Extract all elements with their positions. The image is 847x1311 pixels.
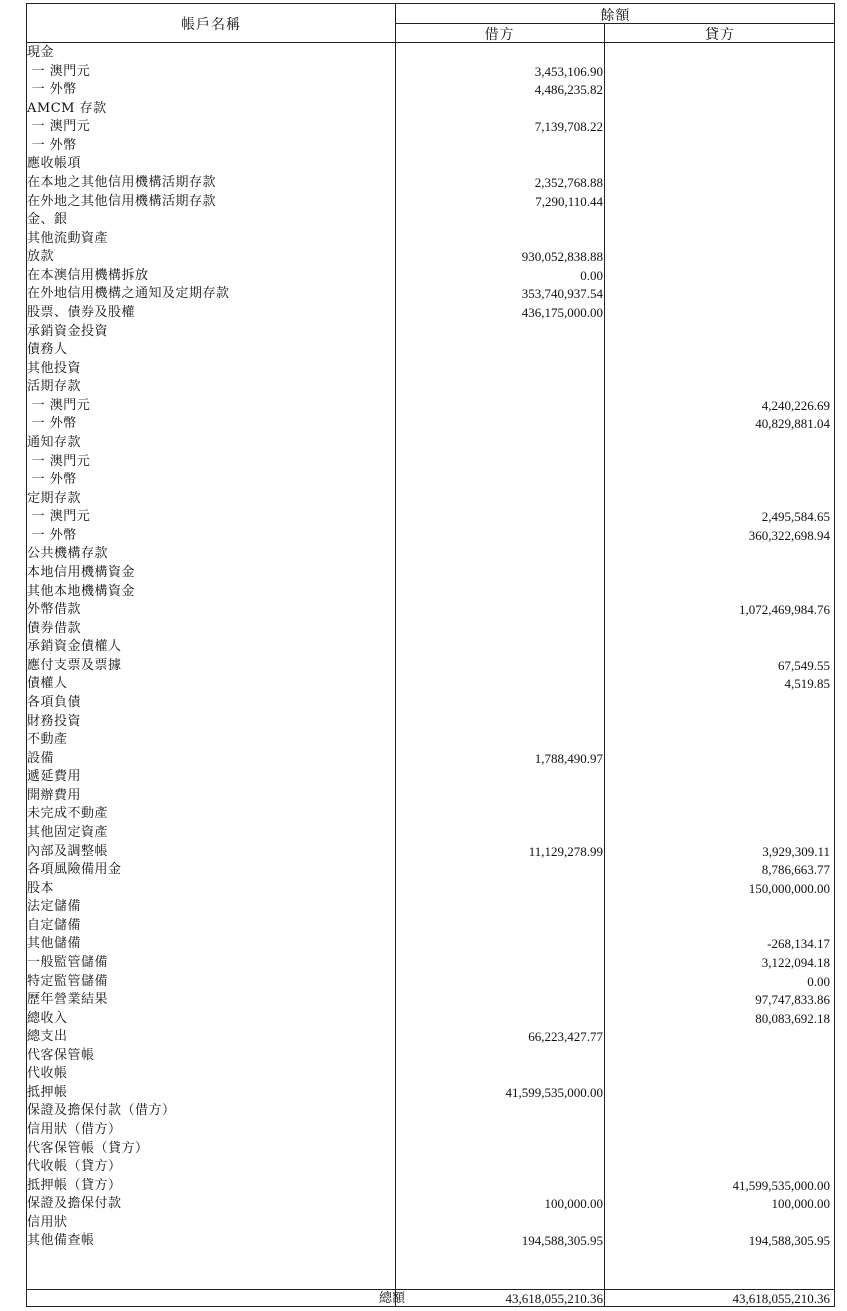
- table-row: [27, 248, 834, 267]
- account-name: 承銷資金投資: [27, 323, 109, 339]
- credit-amount: 40,829,881.04: [755, 416, 830, 432]
- header-debit: 借方: [484, 27, 515, 43]
- account-name: 其他投資: [27, 360, 82, 376]
- table-row: [27, 118, 834, 137]
- credit-amount: 8,786,663.77: [761, 862, 830, 878]
- table-row: [27, 638, 834, 657]
- table-row: [27, 583, 834, 602]
- table-row: [27, 323, 834, 342]
- table-row: [27, 44, 834, 63]
- table-row: [27, 304, 834, 323]
- debit-amount: 930,052,838.88: [521, 249, 603, 265]
- table-row: [27, 545, 834, 564]
- account-name: 一 澳門元: [27, 397, 91, 413]
- table-row: [27, 508, 834, 527]
- table-row: [27, 1047, 834, 1066]
- debit-amount: 41,599,535,000.00: [505, 1084, 603, 1100]
- table-row: [27, 805, 834, 824]
- account-name: 遞延費用: [27, 769, 82, 785]
- account-name: 放款: [27, 249, 55, 265]
- header-balance: 餘額: [600, 8, 631, 24]
- account-name: 歷年營業結果: [27, 992, 109, 1008]
- table-row: [27, 935, 834, 954]
- account-name: 一 澳門元: [27, 63, 91, 79]
- table-row: [27, 471, 834, 490]
- table-row: [27, 601, 834, 620]
- table-row: [27, 1177, 834, 1196]
- table-row: [27, 954, 834, 973]
- table-row: [27, 991, 834, 1010]
- account-name: 在外地信用機構之通知及定期存款: [27, 286, 230, 302]
- account-name: 公共機構存款: [27, 546, 109, 562]
- table-row: [27, 434, 834, 453]
- table-row: [27, 378, 834, 397]
- account-name: 財務投資: [27, 713, 82, 729]
- credit-amount: 360,322,698.94: [748, 527, 830, 543]
- trial-balance-table: [26, 3, 835, 1307]
- total-debit: 43,618,055,210.36: [505, 1291, 603, 1306]
- account-name: 保證及擔保付款（借方）: [27, 1103, 176, 1119]
- table-row: [27, 1102, 834, 1121]
- account-name: 現金: [27, 45, 55, 60]
- account-name: 債權人: [27, 676, 68, 692]
- account-name: 外幣借款: [27, 602, 82, 618]
- account-name: 一 外幣: [27, 472, 77, 488]
- table-row: [27, 415, 834, 434]
- account-name: 設備: [27, 750, 55, 766]
- account-name: 定期存款: [27, 490, 82, 506]
- account-name: 其他儲備: [27, 936, 82, 952]
- credit-amount: 97,747,833.86: [755, 992, 830, 1008]
- table-row: [27, 731, 834, 750]
- table-row: [27, 824, 834, 843]
- account-name: 承銷資金債權人: [27, 639, 122, 655]
- credit-amount: 3,122,094.18: [761, 954, 830, 970]
- account-name: 抵押帳（貸方）: [27, 1177, 122, 1193]
- debit-amount: 7,290,110.44: [535, 193, 603, 209]
- total-label: 總額: [378, 1291, 405, 1306]
- account-name: 法定儲備: [27, 899, 82, 915]
- table-row: [27, 193, 834, 212]
- table-row: [27, 527, 834, 546]
- debit-amount: 3,453,106.90: [534, 63, 603, 79]
- account-name: 不動產: [27, 732, 68, 748]
- credit-amount: 1,072,469,984.76: [739, 602, 830, 618]
- table-row: [27, 155, 834, 174]
- debit-amount: 0.00: [580, 267, 603, 283]
- table-row: [27, 1195, 834, 1214]
- account-name: 股本: [27, 880, 55, 896]
- table-row: [27, 267, 834, 286]
- account-name: 一 外幣: [27, 416, 77, 432]
- credit-amount: 100,000.00: [771, 1196, 830, 1212]
- credit-amount: 4,519.85: [784, 676, 830, 692]
- account-name: 本地信用機構資金: [27, 564, 136, 580]
- table-row: [27, 63, 834, 82]
- table-row: [27, 1140, 834, 1159]
- table-row: [27, 675, 834, 694]
- table-row: [27, 787, 834, 806]
- header-account-name: 帳戶名稱: [181, 17, 241, 33]
- account-name: 應收帳項: [27, 156, 82, 172]
- credit-amount: 150,000,000.00: [748, 880, 830, 896]
- credit-amount: 3,929,309.11: [762, 843, 830, 859]
- account-name: 一 外幣: [27, 137, 77, 153]
- account-name: 通知存款: [27, 434, 82, 450]
- account-name: 其他備查帳: [27, 1233, 95, 1249]
- account-name: 其他本地機構資金: [27, 583, 136, 599]
- credit-amount: 4,240,226.69: [761, 397, 830, 413]
- table-row: [27, 768, 834, 787]
- table-row: [27, 694, 834, 713]
- account-name: 抵押帳: [27, 1084, 68, 1100]
- table-row: [27, 137, 834, 156]
- account-name: 一 澳門元: [27, 119, 91, 135]
- account-name: 在本澳信用機構拆放: [27, 267, 149, 283]
- table-row: [27, 750, 834, 769]
- table-row: [27, 341, 834, 360]
- account-name: 在本地之其他信用機構活期存款: [27, 174, 217, 190]
- account-name: 總支出: [27, 1029, 68, 1045]
- account-name: 其他流動資產: [27, 230, 109, 246]
- table-row: [27, 453, 834, 472]
- account-name: 信用狀: [27, 1214, 68, 1230]
- table-row: [27, 230, 834, 249]
- account-name: 特定監管儲備: [27, 973, 109, 989]
- credit-amount: -268,134.17: [767, 936, 830, 952]
- table-row: [27, 1084, 834, 1103]
- account-name: 債務人: [27, 342, 68, 358]
- account-name: 金、銀: [27, 212, 68, 228]
- account-name: 應付支票及票據: [27, 657, 122, 673]
- debit-amount: 7,139,708.22: [534, 119, 603, 135]
- table-row: [27, 880, 834, 899]
- table-row: [27, 1158, 834, 1177]
- credit-amount: 41,599,535,000.00: [732, 1177, 830, 1193]
- account-name: 各項負債: [27, 694, 82, 710]
- table-row: [27, 620, 834, 639]
- table-row: [27, 1214, 834, 1233]
- table-row: [27, 713, 834, 732]
- table-row: [27, 397, 834, 416]
- header-credit: 貸方: [705, 27, 735, 43]
- account-name: 一 外幣: [27, 527, 77, 543]
- credit-amount: 0.00: [807, 973, 830, 989]
- table-row: [27, 973, 834, 992]
- account-name: 其他固定資產: [27, 824, 109, 840]
- debit-amount: 100,000.00: [544, 1196, 603, 1212]
- table-row: [27, 100, 834, 119]
- table-row: [27, 861, 834, 880]
- account-name: 保證及擔保付款: [27, 1196, 122, 1212]
- account-name: 一 澳門元: [27, 453, 91, 469]
- credit-amount: 67,549.55: [778, 657, 830, 673]
- account-name: 股票、債券及股權: [27, 304, 136, 320]
- debit-amount: 2,352,768.88: [534, 174, 603, 190]
- account-name: 一 澳門元: [27, 509, 91, 525]
- table-row: [27, 898, 834, 917]
- table-row: [27, 1028, 834, 1047]
- table-row: [27, 1121, 834, 1140]
- debit-amount: 66,223,427.77: [528, 1029, 603, 1045]
- debit-amount: 1,788,490.97: [534, 750, 603, 766]
- table-row: [27, 1010, 834, 1029]
- debit-amount: 194,588,305.95: [521, 1233, 603, 1249]
- table-row: [27, 360, 834, 379]
- account-name: 代收帳: [27, 1066, 68, 1082]
- table-row: [27, 843, 834, 862]
- debit-amount: 436,175,000.00: [521, 304, 603, 320]
- account-name: 一 外幣: [27, 82, 77, 98]
- account-name: 代客保管帳（貸方）: [27, 1140, 149, 1156]
- debit-amount: 4,486,235.82: [534, 82, 603, 98]
- account-name: 自定儲備: [27, 917, 82, 933]
- credit-amount: 2,495,584.65: [761, 509, 830, 525]
- debit-amount: 11,129,278.99: [528, 843, 603, 859]
- account-name: 內部及調整帳: [27, 843, 109, 859]
- account-name: 信用狀（借方）: [27, 1122, 122, 1138]
- account-name: 未完成不動產: [27, 806, 109, 822]
- table-row: [27, 81, 834, 100]
- table-row: [27, 917, 834, 936]
- table-row: [27, 490, 834, 509]
- table-row: [27, 1232, 834, 1251]
- table-row: [27, 211, 834, 230]
- account-name: 總收入: [27, 1010, 68, 1026]
- account-name: 代收帳（貸方）: [27, 1159, 122, 1175]
- account-name: 各項風險備用金: [27, 862, 122, 878]
- account-name: 活期存款: [27, 379, 82, 395]
- debit-amount: 353,740,937.54: [521, 286, 603, 302]
- account-name: AMCM 存款: [27, 100, 107, 116]
- total-row: [27, 1290, 834, 1308]
- credit-amount: 80,083,692.18: [755, 1010, 830, 1026]
- total-credit: 43,618,055,210.36: [732, 1291, 830, 1306]
- account-name: 一般監管儲備: [27, 954, 109, 970]
- table-row: [27, 564, 834, 583]
- account-name: 在外地之其他信用機構活期存款: [27, 193, 217, 209]
- table-row: [27, 174, 834, 193]
- account-name: 代客保管帳: [27, 1047, 95, 1063]
- table-row: [27, 1065, 834, 1084]
- credit-amount: 194,588,305.95: [748, 1233, 830, 1249]
- account-name: 債券借款: [27, 620, 82, 636]
- table-row: [27, 657, 834, 676]
- table-row: [27, 285, 834, 304]
- account-name: 開辦費用: [27, 787, 82, 803]
